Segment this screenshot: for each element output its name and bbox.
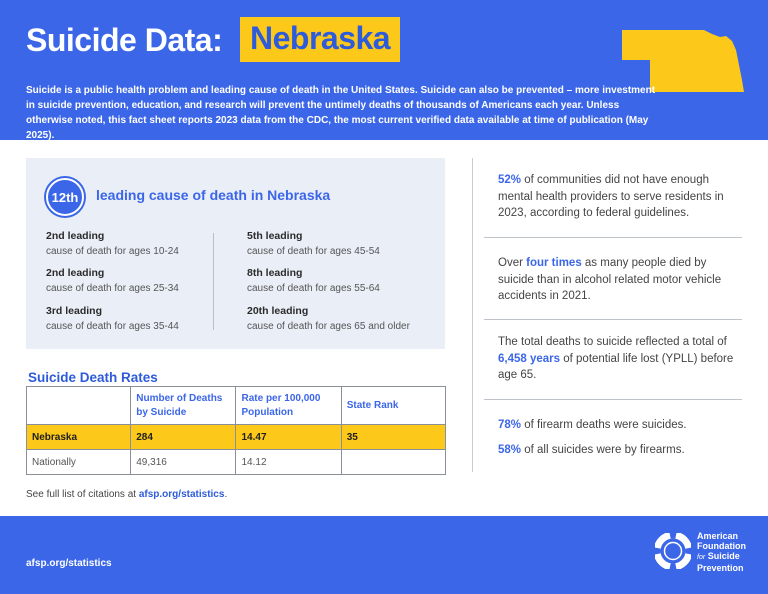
rank-item-description: cause of death for ages 65 and older [247, 321, 410, 332]
stat-text: of communities did not have enough mental health providers to serve residents in 2023, according to federal guidelines. [498, 174, 724, 219]
logo-line: American [697, 531, 739, 541]
table-header-row [27, 387, 446, 425]
suicide-death-rates-table [26, 386, 446, 475]
rank-item-description: cause of death for ages 55-64 [247, 283, 380, 294]
table-header-cell: Number of Deaths by Suicide [131, 387, 236, 425]
rank-item-ordinal: 20th leading [247, 305, 309, 317]
stat-alcohol-comparison [498, 255, 743, 305]
logo-for: for [697, 554, 706, 561]
stat-text: of firearm deaths were suicides. [521, 419, 687, 431]
state-name-badge: Nebraska [240, 17, 400, 62]
stat-ypll [498, 334, 743, 384]
table-header-cell: State Rank [341, 387, 445, 425]
rank-item-description: cause of death for ages 10-24 [46, 246, 179, 257]
leading-cause-panel [26, 158, 445, 349]
rank-item-ordinal: 2nd leading [46, 230, 105, 242]
rank-item [46, 304, 179, 334]
rank-item [247, 229, 380, 259]
rank-item [46, 229, 179, 259]
rank-item [46, 266, 179, 296]
intro-paragraph: Suicide is a public health problem and leading cause of death in the United States. Suicide can also be prevented – more investment in suicide prevention, education, and research will prevent the untimely deaths of thousands of Americans each year. Unless otherwise noted, this fact sheet reports 2023 data from the CDC, the most current verified data available at time of publication (May 2025). [26, 85, 656, 141]
stat-divider [484, 319, 742, 320]
footer-url-link[interactable]: afsp.org/statistics [26, 558, 112, 569]
citation-link[interactable]: afsp.org/statistics [138, 489, 225, 500]
rank-divider [213, 233, 214, 330]
stat-providers [498, 172, 743, 222]
table-header-cell [27, 387, 131, 425]
table-header-cell: Rate per 100,000 Population [236, 387, 341, 425]
stat-prefix: Over [498, 257, 527, 269]
stat-highlight: four times [526, 257, 582, 269]
stat-highlight: 52% [498, 174, 522, 186]
rank-heading: leading cause of death in Nebraska [96, 187, 331, 203]
table-cell: Nationally [27, 450, 131, 475]
table-cell [341, 450, 445, 475]
header-banner [0, 0, 768, 140]
stat-highlight: 6,458 years [498, 352, 561, 365]
citation-note [26, 489, 227, 500]
stat-text: of all suicides were by firearms. [521, 444, 685, 456]
stat-prefix: The total deaths to suicide reflected a total of [498, 336, 727, 348]
rank-item-description: cause of death for ages 45-54 [247, 246, 380, 257]
logo-line: Foundation [697, 541, 746, 551]
rank-item-ordinal: 5th leading [247, 230, 303, 242]
citation-prefix: See full list of citations at [26, 489, 139, 500]
table-cell: 14.47 [236, 425, 341, 450]
stat-highlight: 78% [498, 419, 522, 431]
table-cell: Nebraska [27, 425, 131, 450]
page-title: Suicide Data: [26, 22, 223, 58]
table-cell: 284 [131, 425, 236, 450]
life-ring-icon [655, 533, 691, 569]
table-row-state [27, 425, 446, 450]
footer-banner [0, 516, 768, 594]
rank-item [247, 304, 410, 334]
citation-suffix: . [224, 489, 228, 500]
rank-badge: 12th [46, 178, 84, 216]
table-cell: 35 [341, 425, 445, 450]
rates-table-title: Suicide Death Rates [28, 370, 158, 385]
stat-text: of potential life lost (YPLL) before age 65. [498, 352, 734, 381]
stat-highlight: 58% [498, 444, 522, 456]
stat-firearm-suicides [498, 442, 743, 459]
stat-divider [484, 237, 742, 238]
table-cell: 49,316 [131, 450, 236, 475]
table-row-national [27, 450, 446, 475]
rank-item-description: cause of death for ages 25-34 [46, 283, 179, 294]
column-divider [472, 158, 473, 472]
afsp-logo-text [697, 531, 746, 573]
logo-line: Suicide [707, 551, 740, 561]
rank-item-ordinal: 8th leading [247, 267, 303, 279]
rank-item-ordinal: 3rd leading [46, 305, 103, 317]
rank-item-description: cause of death for ages 35-44 [46, 321, 179, 332]
stat-firearm-deaths [498, 417, 743, 434]
table-cell: 14.12 [236, 450, 341, 475]
stat-text: as many people died by suicide than in alcohol related motor vehicle accidents in 2021. [498, 257, 722, 302]
rank-item [247, 266, 380, 296]
logo-line: Prevention [697, 563, 744, 573]
stat-divider [484, 399, 742, 400]
rank-item-ordinal: 2nd leading [46, 267, 105, 279]
